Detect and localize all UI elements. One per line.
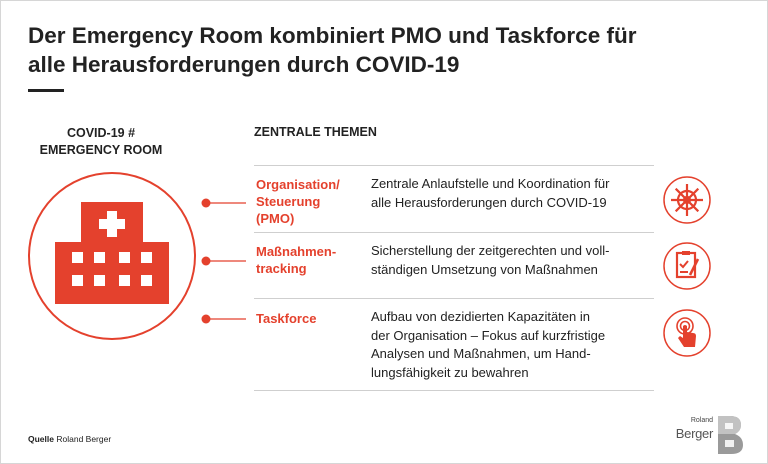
row-text-line: der Organisation – Fokus auf kurzfristige: [371, 327, 606, 343]
logo-text-berger: Berger: [675, 426, 713, 441]
emergency-room-heading-line-2: EMERGENCY ROOM: [39, 143, 163, 157]
row-text-line: alle Herausforderungen durch COVID-19: [371, 194, 607, 210]
row-title-line: (PMO): [256, 211, 295, 226]
roland-berger-logo: [669, 415, 749, 455]
connector-lines: [196, 191, 251, 331]
title-line-2: alle Herausforderungen durch COVID-19: [28, 52, 460, 77]
row-title-line: Taskforce: [256, 311, 317, 326]
checklist-icon: [662, 241, 712, 291]
row-title-line: tracking: [256, 261, 307, 276]
row-text-massnahmen: [371, 242, 656, 279]
divider-line: [254, 165, 654, 166]
touch-icon: [662, 308, 712, 358]
row-text-line: Analysen und Maßnahmen, um Hand-: [371, 346, 591, 361]
row-text-line: Sicherstellung der zeitgerechten und voll-: [371, 243, 610, 258]
connector-dot-3: [202, 315, 211, 324]
row-text-taskforce: [371, 308, 656, 382]
page-title: [28, 21, 728, 79]
row-text-organisation: [371, 175, 656, 212]
divider-line: [254, 390, 654, 391]
emergency-room-heading: [21, 125, 181, 159]
title-underline: [28, 89, 64, 92]
row-title-taskforce: [256, 310, 316, 327]
connector-dot-1: [202, 199, 211, 208]
divider-line: [254, 298, 654, 299]
source-label: Quelle: [28, 434, 54, 444]
row-title-line: Maßnahmen-: [256, 244, 337, 259]
ship-wheel-icon: [662, 175, 712, 225]
title-line-1: Der Emergency Room kombiniert PMO und Taskforce für: [28, 23, 637, 48]
logo-text-roland: Roland: [690, 417, 713, 424]
divider-line: [254, 232, 654, 233]
row-text-line: lungsfähigkeit zu bewahren: [371, 364, 529, 380]
logo-b-mark-icon: [715, 415, 745, 455]
source-note: [28, 434, 111, 444]
emergency-room-heading-line-1: COVID-19 #: [66, 126, 136, 140]
source-text: Roland Berger: [56, 434, 112, 444]
row-title-line: Organisation/: [256, 177, 340, 192]
themes-heading: ZENTRALE THEMEN: [254, 125, 377, 139]
row-title-organisation: [256, 176, 340, 227]
row-text-line: ständigen Umsetzung von Maßnahmen: [371, 261, 598, 277]
row-title-line: Steuerung: [256, 194, 321, 209]
row-title-massnahmen: [256, 243, 336, 277]
hospital-icon: [55, 202, 169, 304]
row-text-line: Zentrale Anlaufstelle und Koordination für: [371, 176, 610, 191]
connector-dot-2: [202, 257, 211, 266]
row-text-line: Aufbau von dezidierten Kapazitäten in: [371, 309, 590, 324]
